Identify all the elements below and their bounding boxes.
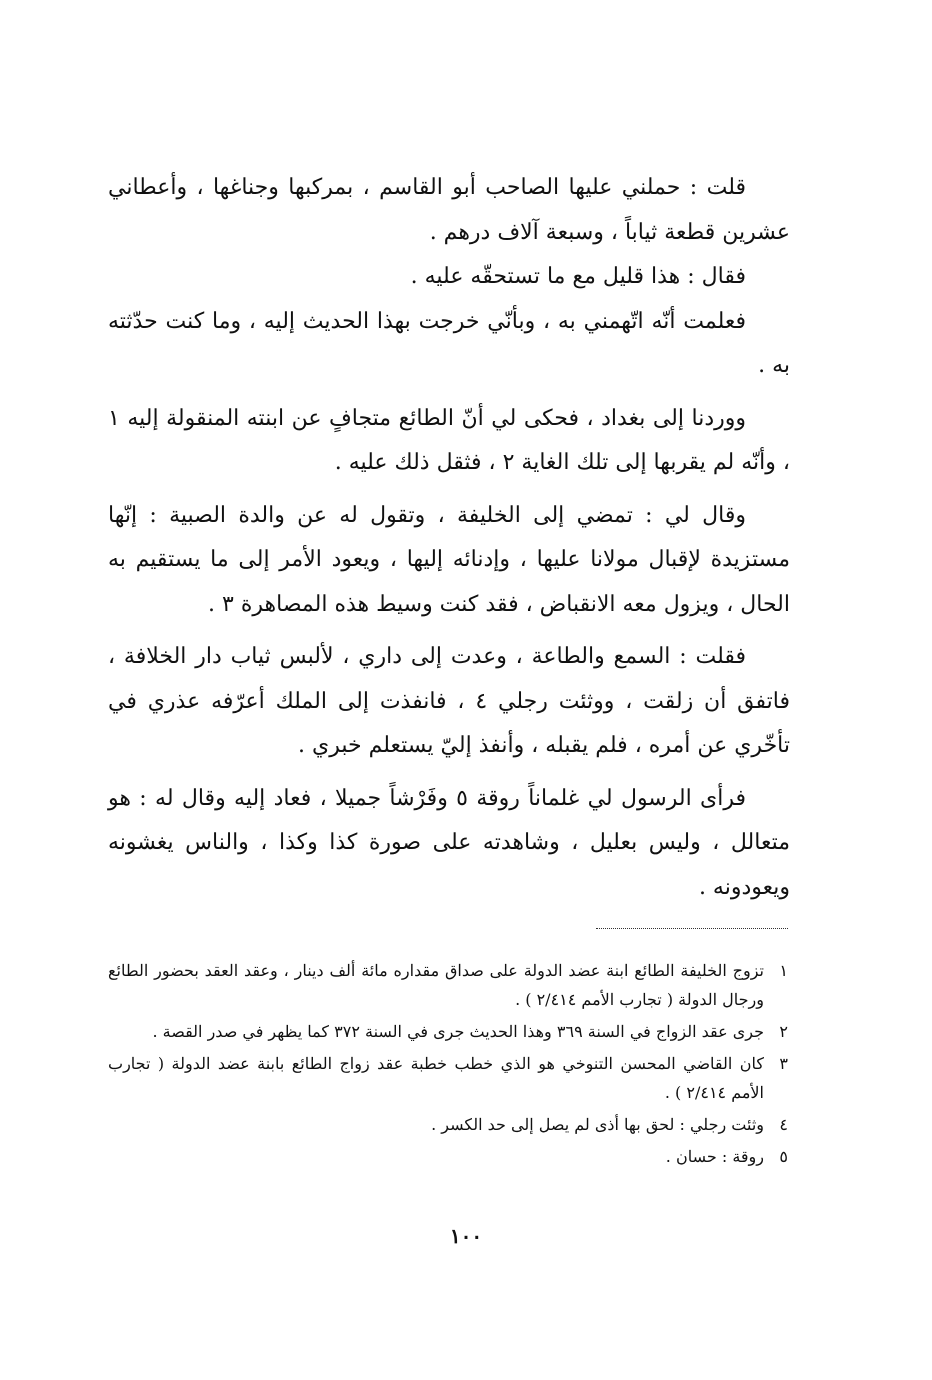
footnote-number: ٤	[779, 1115, 788, 1134]
footnote-text: كان القاضي المحسن التنوخي هو الذي خطب خطبة عقد زواج الطائع بابنة عضد الدولة ( تجارب الأمم ٢/٤١٤ ) .	[108, 1054, 764, 1102]
footnote-5	[108, 1142, 788, 1171]
paragraph-6: فقلت : السمع والطاعة ، وعدت إلى داري ، لألبس ثياب دار الخلافة ، فاتفق أن زلقت ، ووثئت رجلي ٤ ، فانفذت إلى الملك أعرّفه عذري في تأخّري عن أمره ، فلم يقبله ، وأنفذ إليّ يستعلم خبري .	[108, 644, 790, 758]
paragraph-2: فقال : هذا قليل مع ما تستحقّه عليه .	[410, 264, 746, 289]
footnote-text: وثئت رجلي : لحق بها أذى لم يصل إلى حد الكسر .	[431, 1115, 764, 1134]
paragraph-5: وقال لي : تمضي إلى الخليفة ، وتقول له عن والدة الصبية : إنّها مستزيدة لإقبال مولانا عليها ، وإدنائه إليها ، ويعود الأمر إلى ما يستقيم به الحال ، ويزول معه الانقباض ، فقد كنت وسيط هذه المصاهرة ٣ .	[108, 502, 790, 617]
footnote-1	[108, 956, 788, 1014]
footnote-number: ٣	[779, 1054, 788, 1073]
main-text	[108, 166, 790, 910]
footnote-text: تزوج الخليفة الطائع ابنة عضد الدولة على صداق مقداره مائة ألف دينار ، وعقد العقد بحضور الطائع ورجال الدولة ( تجارب الأمم ٢/٤١٤ ) .	[108, 961, 764, 1009]
footnote-separator	[596, 928, 788, 929]
footnotes	[108, 956, 788, 1174]
footnote-text: جرى عقد الزواج في السنة ٣٦٩ وهذا الحديث جرى في السنة ٣٧٢ كما يظهر في صدر القصة .	[152, 1022, 764, 1041]
footnote-text: روقة : حسان .	[665, 1147, 764, 1166]
paragraph-1: قلت : حملني عليها الصاحب أبو القاسم ، بمركبها وجناغها ، وأعطاني عشرين قطعة ثياباً ، وسبعة آلاف درهم .	[108, 175, 790, 245]
footnote-4	[108, 1110, 788, 1139]
paragraph-3: فعلمت أنّه اتّهمني به ، وبأنّي خرجت بهذا الحديث إليه ، وما كنت حدّثته به .	[108, 308, 790, 378]
footnote-number: ١	[779, 961, 788, 980]
footnote-2	[108, 1017, 788, 1046]
footnote-3	[108, 1049, 788, 1107]
footnote-number: ٥	[779, 1147, 788, 1166]
footnote-number: ٢	[779, 1022, 788, 1041]
paragraph-7: فرأى الرسول لي غلماناً روقة ٥ وفَرْشاً جميلا ، فعاد إليه وقال له : هو متعالل ، وليس بعليل ، وشاهدته على صورة كذا وكذا ، والناس يغشونه ويعودونه .	[108, 785, 790, 900]
paragraph-4: ووردنا إلى بغداد ، فحكى لي أنّ الطائع متجافٍ عن ابنته المنقولة إليه ١ ، وأنّه لم يقربها إلى تلك الغاية ٢ ، فثقل ذلك عليه .	[108, 405, 790, 475]
page-number: ١٠٠	[449, 1224, 483, 1248]
